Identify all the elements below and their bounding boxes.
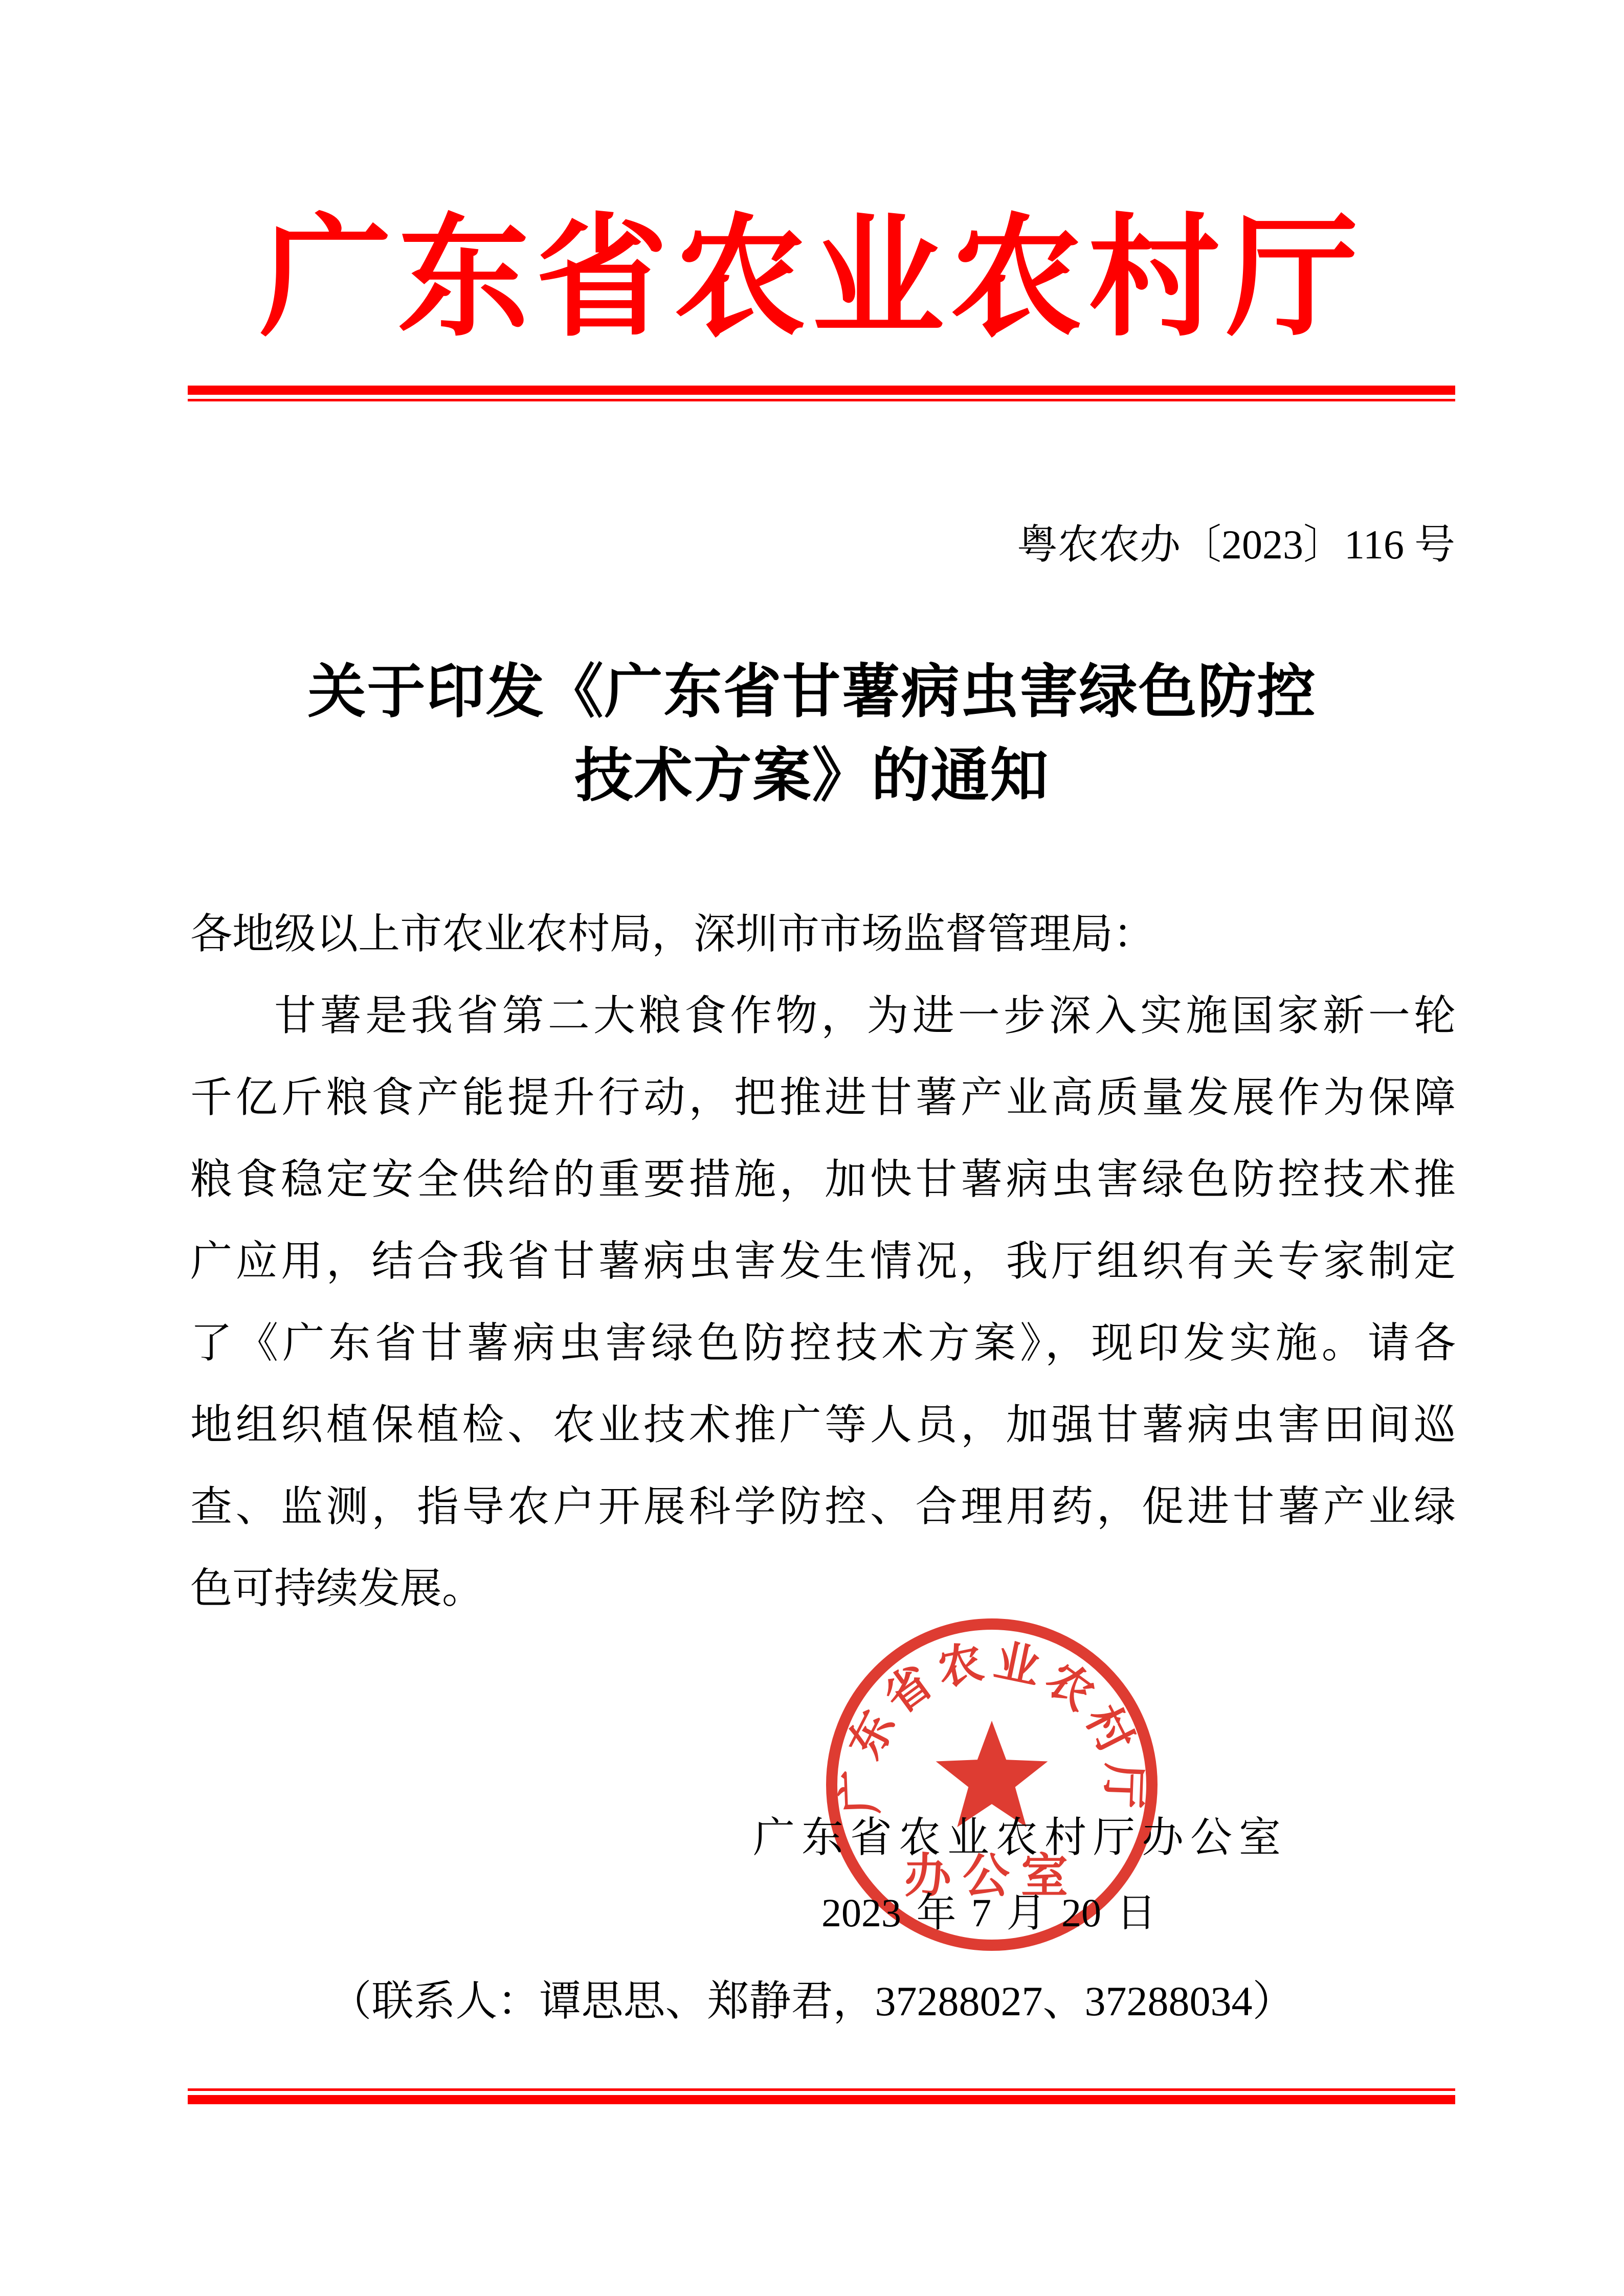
letterhead-divider <box>188 386 1455 401</box>
signature-office-name: 广东省农业农村厅办公室 <box>753 1814 1288 1861</box>
body-paragraph <box>190 893 1456 1630</box>
letterhead-agency-title: 广东省农业农村厅 <box>259 206 1365 352</box>
divider-thin-line <box>188 2088 1455 2091</box>
divider-thin-line <box>188 399 1455 401</box>
body-line: 广应用，结合我省甘薯病虫害发生情况，我厅组织有关专家制定 <box>190 1238 1456 1285</box>
notice-title-line2: 技术方案》的通知 <box>574 744 1050 808</box>
divider-thick-line <box>188 386 1455 395</box>
body-line: 色可持续发展。 <box>190 1565 484 1612</box>
seal-arc-text: 广东省农业农村厅 <box>835 1636 1148 1815</box>
body-line: 了《广东省甘薯病虫害绿色防控技术方案》，现印发实施。请各 <box>190 1320 1456 1366</box>
footer-divider <box>188 2088 1455 2104</box>
seal-star-icon <box>936 1721 1048 1827</box>
body-line: 千亿斤粮食产能提升行动，把推进甘薯产业高质量发展作为保障 <box>190 1074 1456 1121</box>
notice-title-line1: 关于印发《广东省甘薯病虫害绿色防控 <box>307 660 1317 725</box>
divider-thick-line <box>188 2095 1455 2104</box>
document-number: 粤农农办〔2023〕116 号 <box>1016 523 1455 568</box>
seal-bottom-text: 办公室 <box>904 1850 1080 1902</box>
body-line: 粮食稳定安全供给的重要措施，加快甘薯病虫害绿色防控技术推 <box>190 1156 1456 1203</box>
body-line: 甘薯是我省第二大粮食作物，为进一步深入实施国家新一轮 <box>274 993 1456 1039</box>
body-line: 地组织植保植检、农业技术推广等人员，加强甘薯病虫害田间巡 <box>190 1402 1456 1448</box>
signature-date: 2023 年 7 月 20 日 <box>821 1890 1156 1935</box>
notice-title <box>0 650 1624 818</box>
body-line: 查、监测，指导农户开展科学防控、合理用药，促进甘薯产业绿 <box>190 1483 1456 1530</box>
body-line: 各地级以上市农业农村局，深圳市市场监督管理局： <box>190 911 1155 957</box>
official-seal-stamp <box>818 1606 1166 1964</box>
contact-info: （联系人：谭思思、郑静君，37288027、37288034） <box>329 1978 1295 2024</box>
